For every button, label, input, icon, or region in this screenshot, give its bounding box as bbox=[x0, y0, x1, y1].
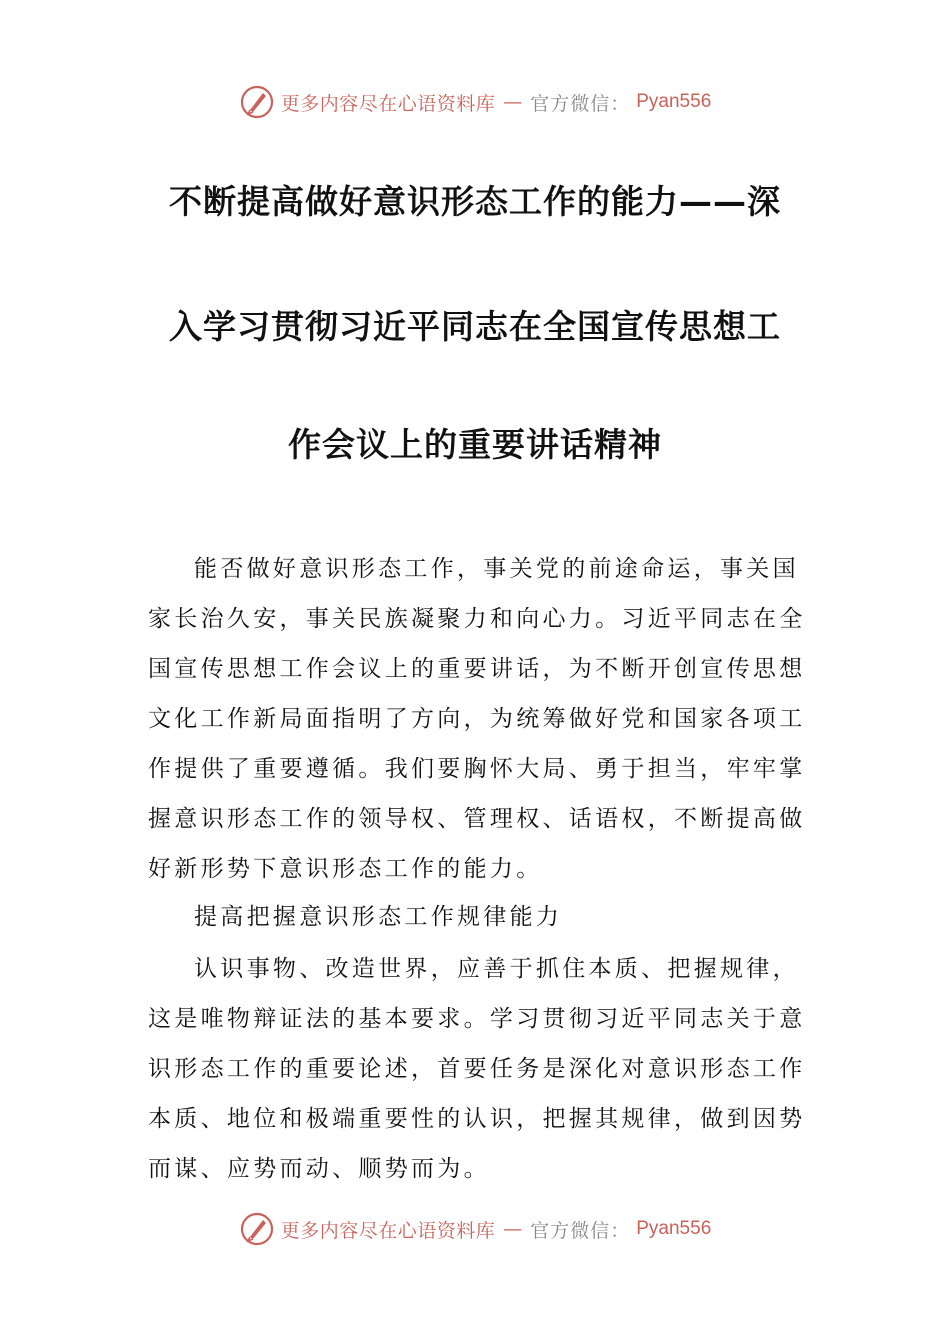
paragraph-text: 认识事物、改造世界，应善于抓住本质、把握规律，这是唯物辩证法的基本要求。学习贯彻习近平同志关于意识形态工作的重要论述，首要任务是深化对意识形态工作本质、地位和极端重要性的认识，把握其规律，做到因势而谋、应势而动、顺势而为。 bbox=[148, 956, 806, 1182]
watermark-wechat-label: 官方微信： bbox=[530, 1219, 631, 1242]
quill-pen-icon bbox=[239, 1211, 275, 1247]
watermark-site-text: 更多内容尽在心语资料库 bbox=[280, 1219, 496, 1242]
watermark-wechat-id: Pyan556 bbox=[636, 91, 712, 112]
watermark-wechat-label: 官方微信： bbox=[530, 92, 631, 115]
section-heading-text: 提高把握意识形态工作规律能力 bbox=[194, 904, 563, 930]
header-watermark bbox=[0, 80, 950, 124]
watermark-wechat-id: Pyan556 bbox=[636, 1218, 712, 1239]
watermark-site-text: 更多内容尽在心语资料库 bbox=[280, 92, 496, 115]
section-heading bbox=[148, 892, 808, 942]
watermark-separator: — bbox=[503, 91, 523, 113]
document-title-line-2: 入学习贯彻习近平同志在全国宣传思想工 bbox=[169, 307, 781, 346]
body-paragraph-2 bbox=[148, 944, 808, 1194]
body-paragraph-1 bbox=[148, 544, 808, 894]
footer-watermark bbox=[0, 1207, 950, 1251]
document-title-line-1: 不断提高做好意识形态工作的能力——深 bbox=[169, 182, 781, 221]
quill-pen-icon bbox=[239, 84, 275, 120]
paragraph-text: 能否做好意识形态工作，事关党的前途命运，事关国家长治久安，事关民族凝聚力和向心力。习近平同志在全国宣传思想工作会议上的重要讲话，为不断开创宣传思想文化工作新局面指明了方向，为统筹做好党和国家各项工作提供了重要遵循。我们要胸怀大局、勇于担当，牢牢掌握意识形态工作的领导权、管理权、话语权，不断提高做好新形势下意识形态工作的能力。 bbox=[148, 556, 806, 882]
document-title-line-3: 作会议上的重要讲话精神 bbox=[288, 425, 662, 464]
watermark-separator: — bbox=[503, 1218, 523, 1240]
